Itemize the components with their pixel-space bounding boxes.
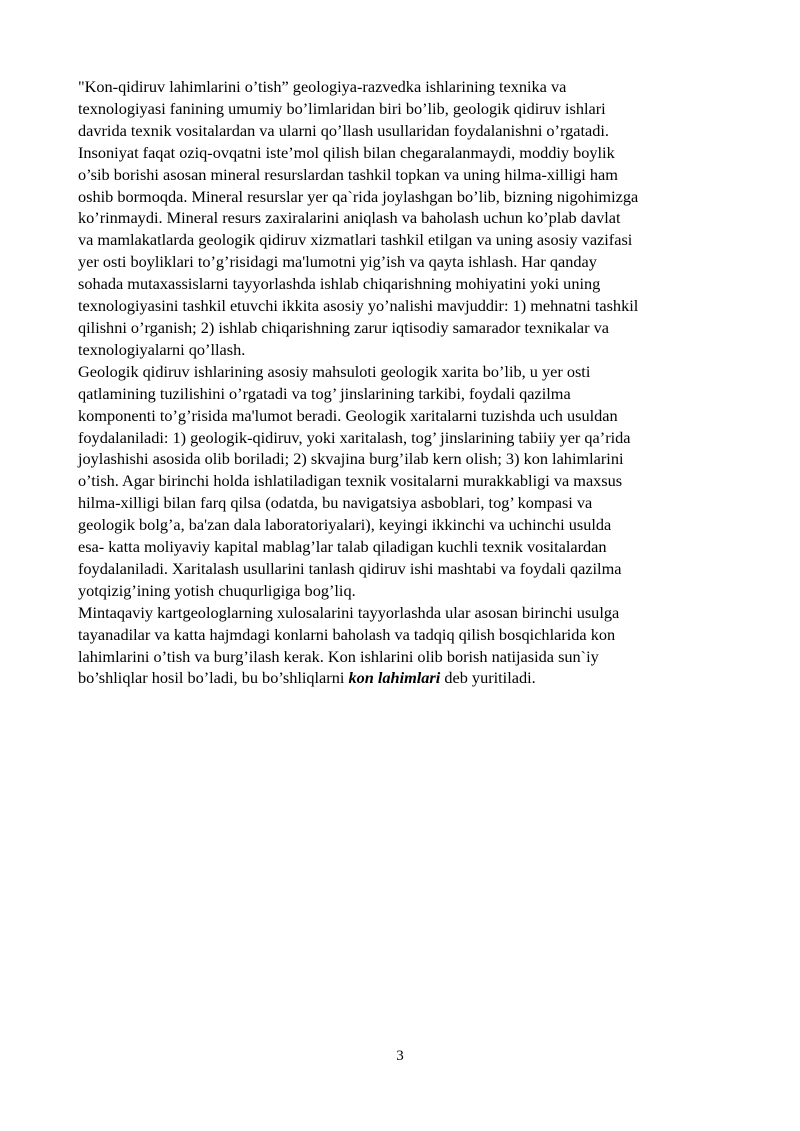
text-line: davrida texnik vositalardan va ularni qo’llash usullaridan foydalanishni o’rgatadi.	[78, 120, 609, 140]
text-line: ko’rinmaydi. Mineral resurs zaxiralarini aniqlash va baholash uchun ko’plab davlat	[78, 208, 621, 228]
text-line: komponenti to’g’risida ma'lumot beradi. Geologik xaritalarni tuzishda uch usuldan	[78, 405, 618, 425]
text-line: esa- katta moliyaviy kapital mablag’lar talab qiladigan kuchli texnik vositalardan	[78, 537, 607, 557]
text-line: hilma-xilligi bilan farq qilsa (odatda, bu navigatsiya asboblari, tog’ kompasi va	[78, 493, 593, 513]
text-segment: bo’shliqlar hosil bo’ladi, bu bo’shliqlarni	[78, 668, 349, 688]
text-line: foydalaniladi: 1) geologik-qidiruv, yoki xaritalash, tog’ jinslarining tabiiy yer qa’rida	[78, 427, 631, 447]
text-line: yer osti boyliklari to’g’risidagi ma'lumotni yig’ish va qayta ishlash. Har qanday	[78, 252, 597, 272]
text-line: qilishni o’rganish; 2) ishlab chiqarishning zarur iqtisodiy samarador texnikalar va	[78, 317, 609, 337]
text-segment: deb yuritiladi.	[440, 668, 536, 688]
page-number: 3	[396, 1048, 404, 1064]
text-line: va mamlakatlarda geologik qidiruv xizmatlari tashkil etilgan va uning asosiy vazifasi	[78, 230, 633, 250]
paragraph-2	[78, 361, 738, 602]
text-line: "Kon-qidiruv lahimlarini o’tish” geologiya-razvedka ishlarining texnika va	[78, 77, 567, 96]
paragraph-3	[78, 602, 738, 690]
text-line: Geologik qidiruv ishlarining asosiy mahsuloti geologik xarita bo’lib, u yer osti	[78, 361, 591, 381]
text-line: texnologiyasi fanining umumiy bo’limlaridan biri bo’lib, geologik qidiruv ishlari	[78, 98, 606, 118]
text-line: Mintaqaviy kartgeologlarning xulosalarini tayyorlashda ular asosan birinchi usulga	[78, 602, 620, 622]
text-line: Insoniyat faqat oziq-ovqatni iste’mol qilish bilan chegaralanmaydi, moddiy boylik	[78, 142, 615, 162]
text-line: joylashishi asosida olib boriladi; 2) skvajina burg’ilab kern olish; 3) kon lahimlarini	[78, 449, 624, 469]
text-line: tayanadilar va katta hajmdagi konlarni baholash va tadqiq qilish bosqichlarida kon	[78, 624, 616, 644]
text-line-with-emphasis	[78, 667, 738, 689]
text-line: geologik bolg’a, ba'zan dala laboratoriyalari), keyingi ikkinchi va uchinchi usulda	[78, 515, 612, 535]
text-line: oshib bormoqda. Mineral resurslar yer qa`rida joylashgan bo’lib, bizning nigohimizga	[78, 186, 639, 206]
text-line: sohada mutaxassislarni tayyorlashda ishlab chiqarishning mohiyatini yoki uning	[78, 274, 601, 294]
text-line: foydalaniladi. Xaritalash usullarini tanlash qidiruv ishi mashtabi va foydali qazilma	[78, 558, 622, 578]
emphasized-term: kon lahimlari	[348, 668, 441, 688]
paragraph-1	[78, 76, 738, 361]
text-line: lahimlarini o’tish va burg’ilash kerak. Kon ishlarini olib borish natijasida sun`iy	[78, 646, 599, 666]
text-line: o’sib borishi asosan mineral resurslardan tashkil topkan va uning hilma-xilligi ham	[78, 164, 618, 184]
text-line: yotqizig’ining yotish chuqurligiga bog’liq.	[78, 580, 356, 600]
text-line: texnologiyalarni qo’llash.	[78, 339, 246, 359]
text-line: o’tish. Agar birinchi holda ishlatiladigan texnik vositalarni murakkabligi va maxsus	[78, 471, 623, 491]
text-line: qatlamining tuzilishini o’rgatadi va tog’ jinslarining tarkibi, foydali qazilma	[78, 383, 571, 403]
body-text	[78, 76, 738, 689]
text-line: texnologiyasini tashkil etuvchi ikkita asosiy yo’nalishi mavjuddir: 1) mehnatni tashkil	[78, 296, 639, 316]
